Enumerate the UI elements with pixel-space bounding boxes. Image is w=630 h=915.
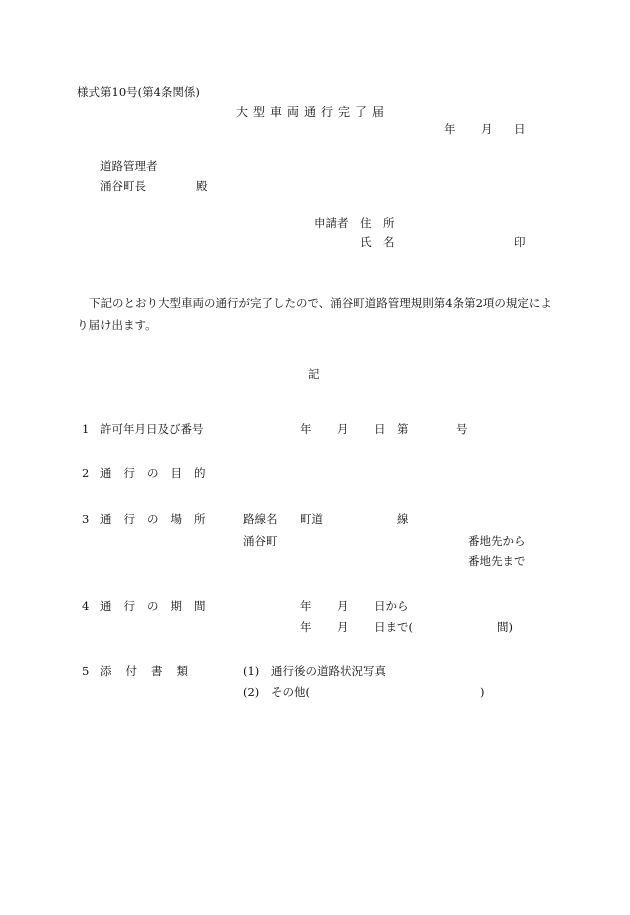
date-day: 日 [514, 122, 526, 136]
item1-label: 許可年月日及び番号 [100, 422, 204, 436]
item4-to-day: 日まで( [374, 620, 413, 634]
item3-town: 涌谷町 [243, 534, 278, 548]
form-number: 様式第10号(第4条関係) [77, 85, 200, 99]
item4-from-day: 日から [374, 599, 409, 613]
item4-number: 4 [82, 599, 90, 613]
item3-to: 番地先まで [468, 554, 526, 568]
date-month: 月 [481, 122, 493, 136]
item5-attachment1: 通行後の道路状況写真 [271, 664, 386, 678]
ki-heading: 記 [308, 367, 320, 381]
seal-mark: 印 [514, 235, 526, 249]
item3-line: 線 [397, 512, 409, 526]
item5-attachment2-number: (2) [243, 685, 260, 699]
addressee-line2: 涌谷町長 [100, 179, 146, 193]
item1-month: 月 [337, 422, 349, 436]
item2-label: 通行の目的 [100, 466, 218, 480]
item4-to-year: 年 [300, 620, 312, 634]
item1-day: 日 [374, 422, 386, 436]
date-year: 年 [444, 122, 456, 136]
body-text: 下記のとおり大型車両の通行が完了したので、涌谷町道路管理規則第4条第2項の規定により届け出ます。 [77, 296, 552, 332]
item5-attachment2-close: ) [480, 685, 485, 699]
addressee-line1: 道路管理者 [100, 159, 158, 173]
item1-go: 号 [456, 422, 468, 436]
item1-dai: 第 [397, 422, 409, 436]
item4-label: 通行の期間 [100, 599, 218, 613]
item3-from: 番地先から [468, 534, 526, 548]
item5-attachment2: その他( [271, 685, 310, 699]
item4-from-month: 月 [337, 599, 349, 613]
item2-number: 2 [82, 466, 90, 480]
item5-label: 添付書類 [100, 664, 202, 678]
item1-year: 年 [300, 422, 312, 436]
item1-number: 1 [82, 422, 90, 436]
item3-label: 通行の場所 [100, 512, 218, 526]
applicant-label: 申請者 [314, 216, 349, 230]
item5-number: 5 [82, 664, 90, 678]
item5-attachment1-number: (1) [243, 664, 260, 678]
item4-to-month: 月 [337, 620, 349, 634]
item3-town-road: 町道 [300, 512, 323, 526]
addressee-honorific: 殿 [196, 179, 208, 193]
item4-from-year: 年 [300, 599, 312, 613]
document-title: 大型車両通行完了届 [236, 105, 390, 119]
item3-route-label: 路線名 [243, 512, 278, 526]
item3-number: 3 [82, 512, 90, 526]
applicant-name-label: 氏 名 [360, 235, 395, 249]
applicant-address-label: 住 所 [360, 216, 395, 230]
item4-duration: 間) [497, 620, 513, 634]
